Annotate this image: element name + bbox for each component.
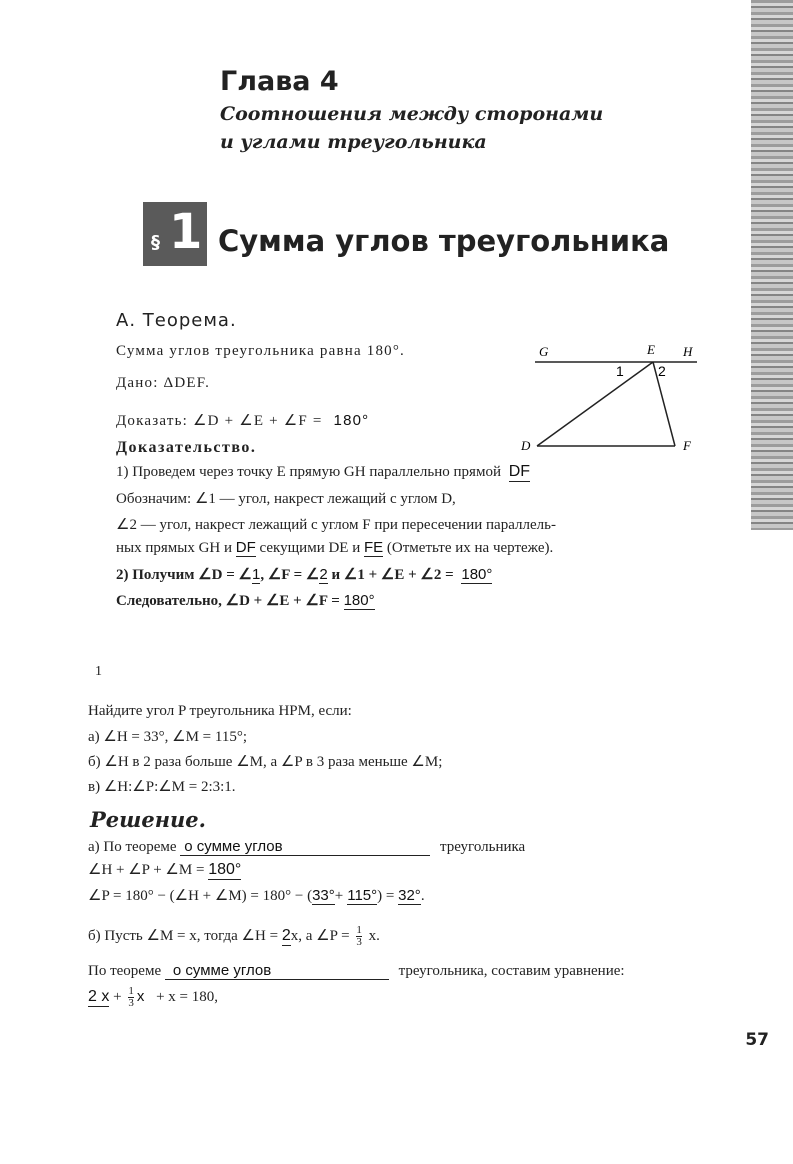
theorem-given: Дано: ΔDEF. <box>116 375 211 391</box>
solution-b-line3 <box>88 986 218 1009</box>
sol-b3-plus: + <box>113 988 122 1005</box>
section-number: 1 <box>169 204 203 260</box>
sol-a3-answer2: 115° <box>347 887 378 904</box>
proof-heading: Доказательство. <box>116 439 257 456</box>
solution-b-line1 <box>88 925 380 948</box>
label-g: G <box>539 344 549 359</box>
solution-heading: Решение. <box>90 807 206 832</box>
sol-a2-pre: ∠H + ∠P + ∠M = <box>88 862 205 878</box>
sol-b2-answer: о сумме углов <box>165 962 389 980</box>
section-title: Сумма углов треугольника <box>218 224 670 258</box>
step2-answer2: 2 <box>319 566 328 583</box>
step2-answer3: 180° <box>461 566 493 583</box>
page-edge-scan-artifact <box>751 0 793 530</box>
solution-a-line2 <box>88 860 241 880</box>
theorem-prove <box>116 411 369 430</box>
section-mark: § <box>151 232 160 253</box>
chapter-subtitle-line2: и углами треугольника <box>220 131 487 153</box>
sol-a3-answer3: 32° <box>398 887 421 904</box>
chapter-subtitle-line1: Соотношения между сторонами <box>220 103 604 125</box>
sol-b3-rest: + x = 180, <box>156 988 218 1005</box>
sol-b1-answer1: 2 <box>281 926 291 944</box>
chapter-title: Глава 4 <box>220 66 339 97</box>
sol-a1-pre: а) По теореме <box>88 839 177 855</box>
sol-b2-pre: По теореме <box>88 963 162 979</box>
label-f: F <box>683 438 691 453</box>
theorem-label: А. Теорема. <box>116 310 237 331</box>
proof-step2 <box>116 565 492 584</box>
sol-a1-post: треугольника <box>440 839 526 855</box>
proof-denote: Обозначим: ∠1 — угол, накрест лежащий с углом D, <box>116 491 456 507</box>
sol-a3-plus: + <box>334 888 344 904</box>
sol-a1-answer: о сумме углов <box>180 838 430 856</box>
label-angle-2: 2 <box>658 363 666 379</box>
proof-angle2: ∠2 — угол, накрест лежащий с углом F при пересечении параллель- <box>116 517 556 533</box>
sol-b1-a: б) Пусть ∠M = x, тогда ∠H = <box>88 927 279 944</box>
step2-answer1: 1 <box>251 566 261 583</box>
solution-a-line3: ∠P = 180° − (∠H + ∠M) = 180° − (33°+ 115°) = 32°. <box>88 887 425 904</box>
sol-b3-x: x <box>136 987 145 1005</box>
label-angle-1: 1 <box>616 363 624 379</box>
side-de <box>537 362 653 446</box>
sol-b3-answer1: 2 x <box>88 987 110 1005</box>
sol-b3-frac-den: 3 <box>128 997 134 1009</box>
triangle-diagram <box>515 338 705 458</box>
problem-a: а) ∠H = 33°, ∠M = 115°; <box>88 729 247 745</box>
lines-text-c: (Отметьте их на чертеже). <box>386 540 554 556</box>
proof-step1 <box>116 463 530 482</box>
step2-c: и ∠1 + ∠E + ∠2 = <box>327 567 454 583</box>
conclusion-text: Следовательно, ∠D + ∠E + ∠F = <box>116 593 340 609</box>
lines-answer-a: DF <box>235 539 256 556</box>
proof-conclusion <box>116 591 375 610</box>
proof-lines <box>116 539 553 557</box>
sol-b1-c: x. <box>368 927 380 944</box>
problem-number: 1 <box>95 664 102 679</box>
solution-b-line2 <box>88 962 625 980</box>
lines-text-a: ных прямых GH и <box>116 540 233 556</box>
sol-b1-frac-num: 1 <box>356 924 362 936</box>
sol-b2-post: треугольника, составим уравнение: <box>398 963 625 979</box>
problem-question: Найдите угол P треугольника HPM, если: <box>88 703 352 719</box>
sol-a3-pre: ∠P = 180° − (∠H + ∠M) = 180° − ( <box>88 888 313 904</box>
page-number: 57 <box>745 1030 769 1050</box>
problem-c: в) ∠H:∠P:∠M = 2:3:1. <box>88 779 236 795</box>
label-d: D <box>521 438 531 453</box>
sol-b1-frac-den: 3 <box>356 936 362 948</box>
sol-a3-answer1: 33° <box>312 887 335 904</box>
sol-b3-frac-num: 1 <box>128 985 134 997</box>
step1-text: 1) Проведем через точку E прямую GH параллельно прямой <box>116 464 501 480</box>
sol-a3-mid: ) = <box>377 888 395 904</box>
step2-a: 2) Получим ∠D = ∠ <box>116 567 252 583</box>
problem-b: б) ∠H в 2 раза больше ∠M, а ∠P в 3 раза меньше ∠M; <box>88 754 443 770</box>
section-number-box <box>143 202 207 266</box>
solution-a-line1 <box>88 838 525 856</box>
step1-answer: DF <box>508 463 531 480</box>
prove-label: Доказать: ∠D + ∠E + ∠F = <box>116 413 323 429</box>
sol-b1-fraction <box>356 925 362 948</box>
label-h: H <box>683 344 693 359</box>
step2-b: , ∠F = ∠ <box>260 567 320 583</box>
lines-text-b: секущими DE и <box>259 540 361 556</box>
sol-b1-b: x, а ∠P = <box>290 927 350 944</box>
conclusion-answer: 180° <box>343 592 375 609</box>
lines-answer-b: FE <box>364 539 384 556</box>
sol-a2-answer: 180° <box>208 861 242 878</box>
theorem-statement: Сумма углов треугольника равна 180°. <box>116 343 406 359</box>
sol-b3-fraction <box>128 986 134 1009</box>
label-e: E <box>647 342 655 357</box>
prove-answer: 180° <box>333 412 370 429</box>
